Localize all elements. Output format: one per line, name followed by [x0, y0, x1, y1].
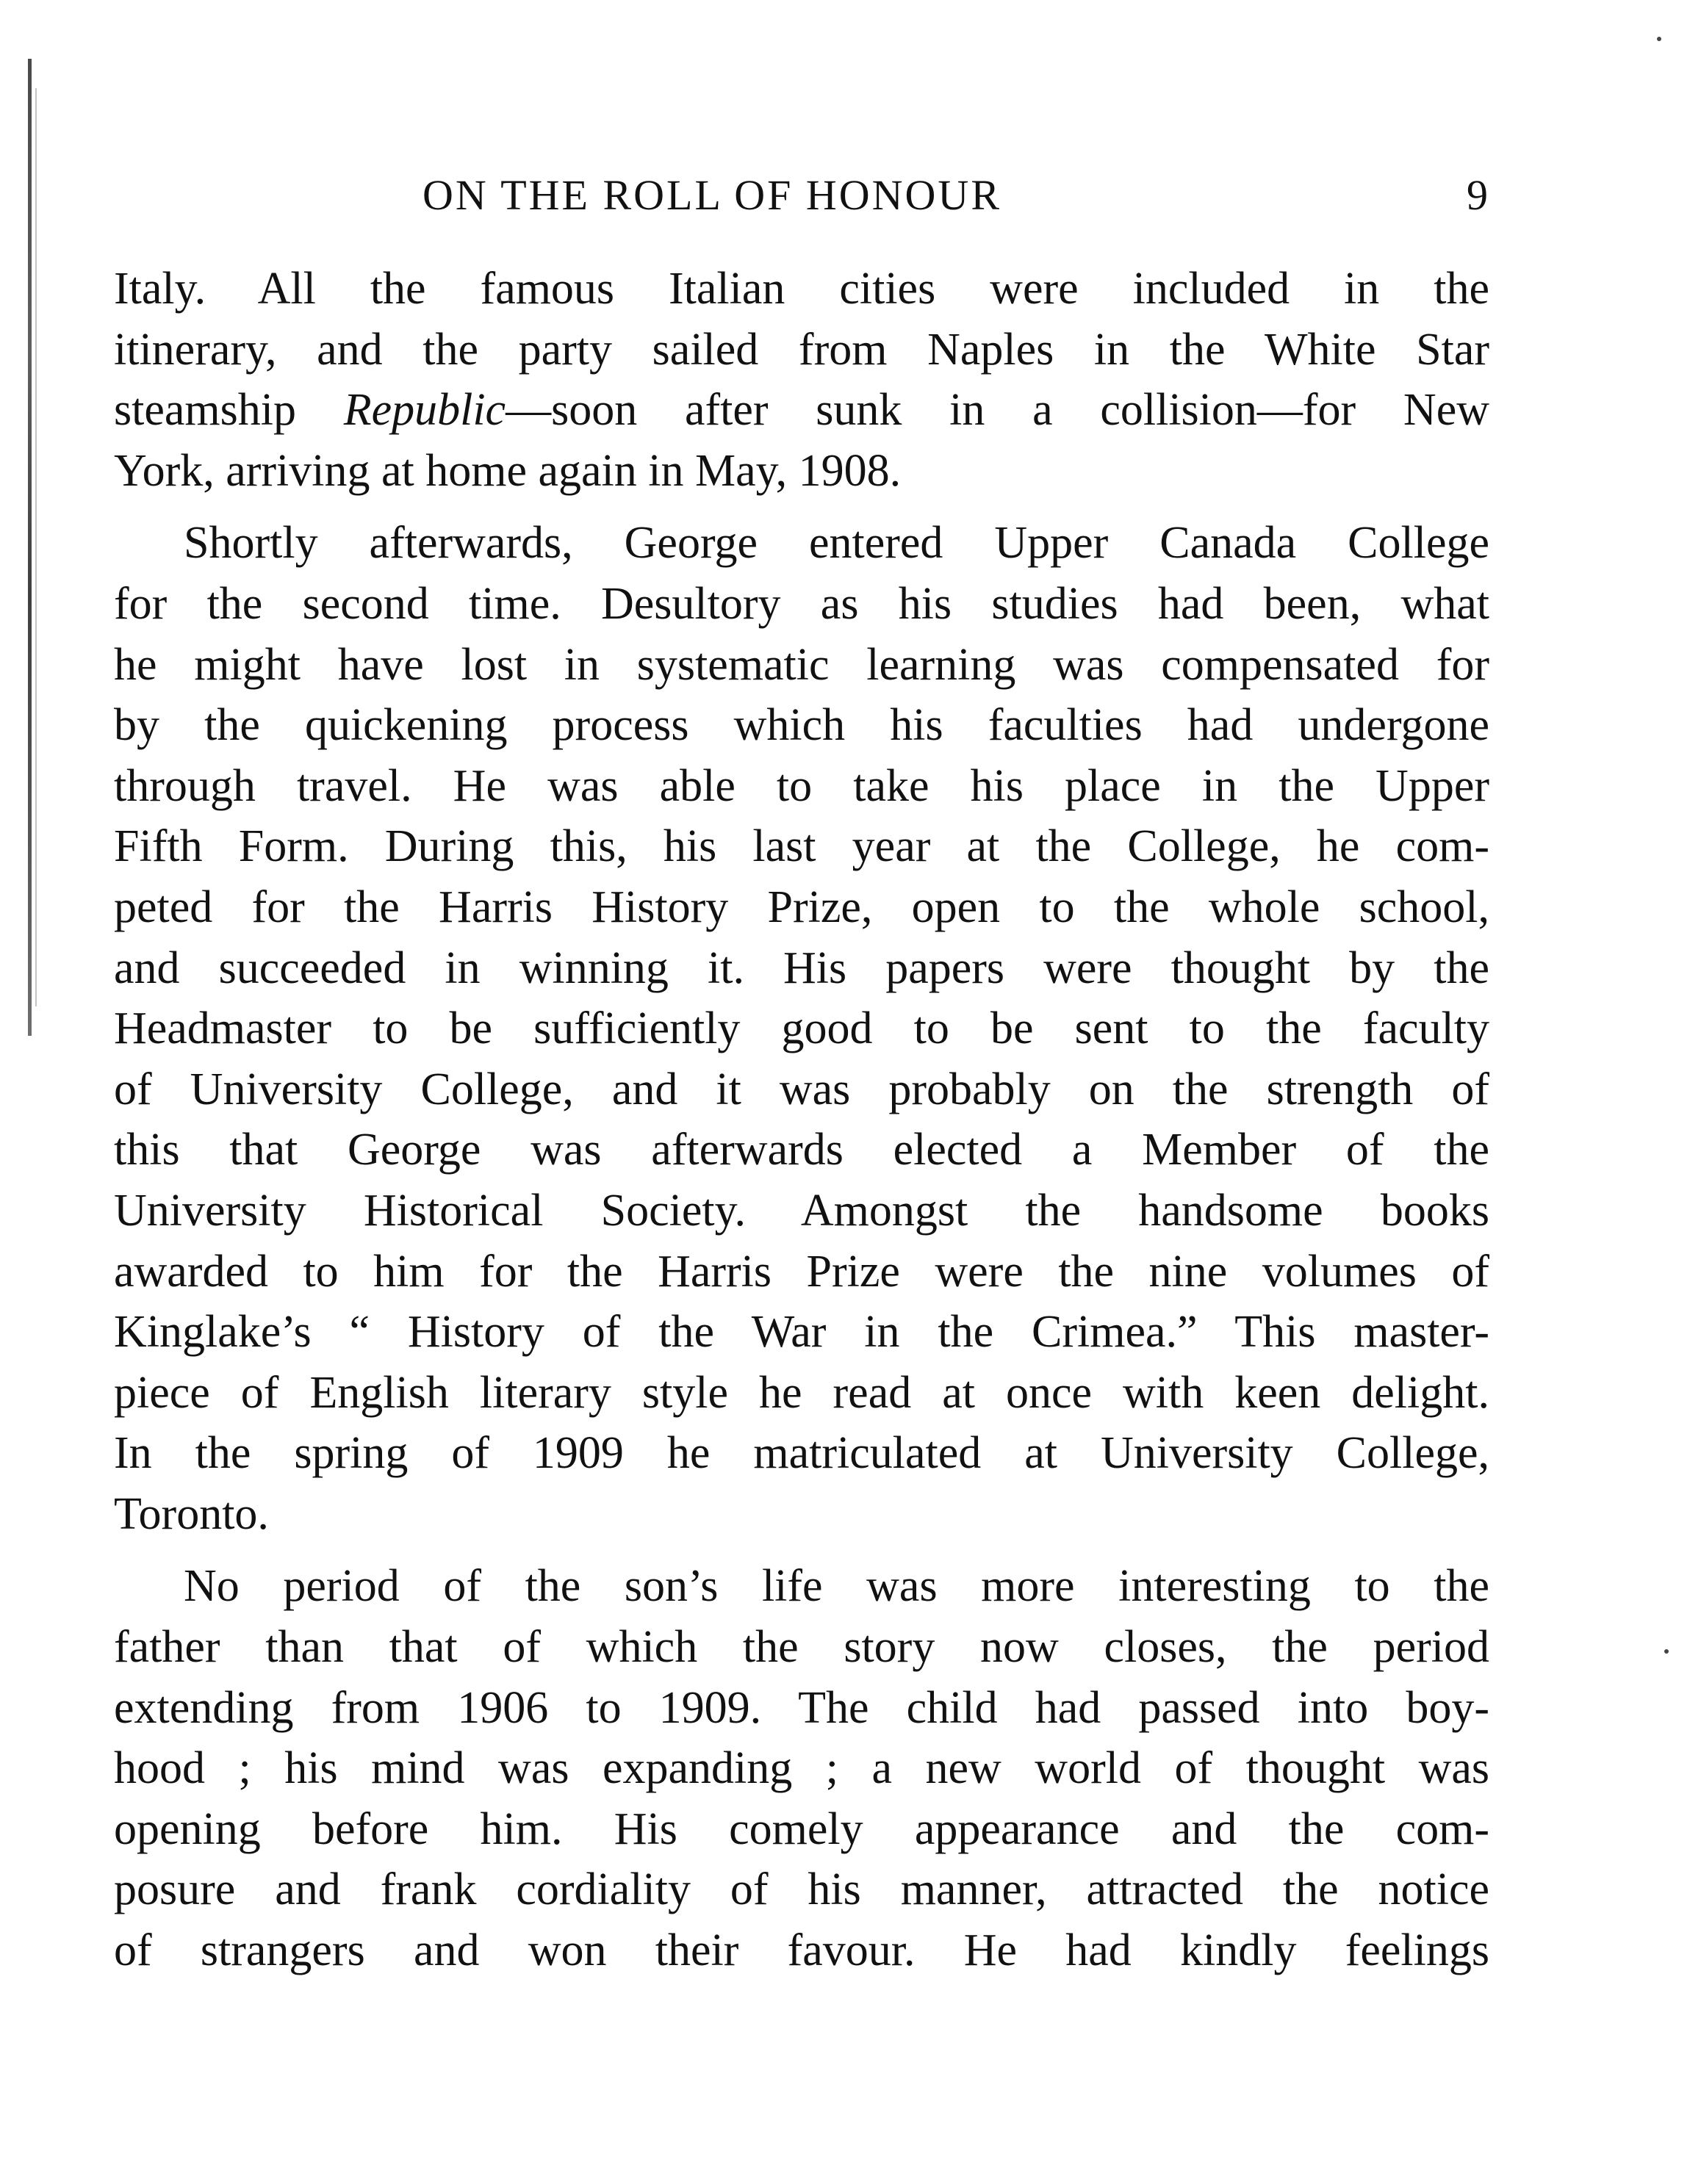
text-line: peted for the Harris History Prize, open to the whole school, [114, 882, 1489, 932]
text-segment: steamship [114, 385, 344, 436]
text-line: awarded to him for the Harris Prize were the nine volumes of [114, 1246, 1489, 1297]
paragraph [114, 259, 1489, 501]
binding-shadow [35, 88, 37, 1006]
text-line: itinerary, and the party sailed from Naples in the White Star [114, 324, 1489, 375]
text-line: Kinglake’s “ History of the War in the Crimea.” This master- [114, 1307, 1489, 1358]
text-line: hood ; his mind was expanding ; a new world of thought was [114, 1743, 1489, 1794]
running-head: ON THE ROLL OF HONOUR [422, 171, 1001, 219]
text-line: Headmaster to be sufficiently good to be sent to the faculty [114, 1003, 1489, 1054]
text-line: of strangers and won their favour. He had kindly feelings [114, 1925, 1489, 1976]
text-line: posure and frank cordiality of his manner, attracted the notice [114, 1864, 1489, 1915]
text-line: of University College, and it was probably on the strength of [114, 1064, 1489, 1114]
text-line: father than that of which the story now closes, the period [114, 1622, 1489, 1673]
text-line: piece of English literary style he read at once with keen delight. [114, 1367, 1489, 1418]
page-number: 9 [1467, 171, 1488, 219]
binding-edge [28, 59, 32, 1036]
text-line: Italy. All the famous Italian cities were included in the [114, 264, 1489, 314]
text-line: Shortly afterwards, George entered Upper Canada College [184, 518, 1489, 569]
text-line: Toronto. [114, 1488, 269, 1539]
body-text [114, 259, 1489, 1981]
text-line: Fifth Form. During this, his last year at the College, he com- [114, 821, 1489, 872]
paragraph [114, 513, 1489, 1544]
paper-speck [1657, 37, 1661, 41]
text-line [114, 380, 1489, 441]
text-line: In the spring of 1909 he matriculated at University College, [114, 1428, 1489, 1479]
text-segment: —soon after sunk in a collision—for New [506, 385, 1489, 436]
text-line: University Historical Society. Amongst the handsome books [114, 1185, 1489, 1236]
ship-name: Republic [343, 385, 506, 436]
text-line: through travel. He was able to take his place in the Upper [114, 760, 1489, 811]
text-line: for the second time. Desultory as his studies had been, what [114, 578, 1489, 629]
text-line: No period of the son’s life was more interesting to the [184, 1561, 1489, 1612]
text-line: opening before him. His comely appearance and the com- [114, 1803, 1489, 1854]
text-line: and succeeded in winning it. His papers were thought by the [114, 943, 1489, 993]
paragraph [114, 1556, 1489, 1981]
text-line: York, arriving at home again in May, 1908. [114, 445, 902, 496]
text-line: this that George was afterwards elected a Member of the [114, 1125, 1489, 1175]
paper-speck [1664, 1649, 1669, 1654]
text-line: he might have lost in systematic learning was compensated for [114, 639, 1489, 690]
text-line: extending from 1906 to 1909. The child had passed into boy- [114, 1682, 1489, 1733]
text-line: by the quickening process which his faculties had undergone [114, 700, 1489, 751]
